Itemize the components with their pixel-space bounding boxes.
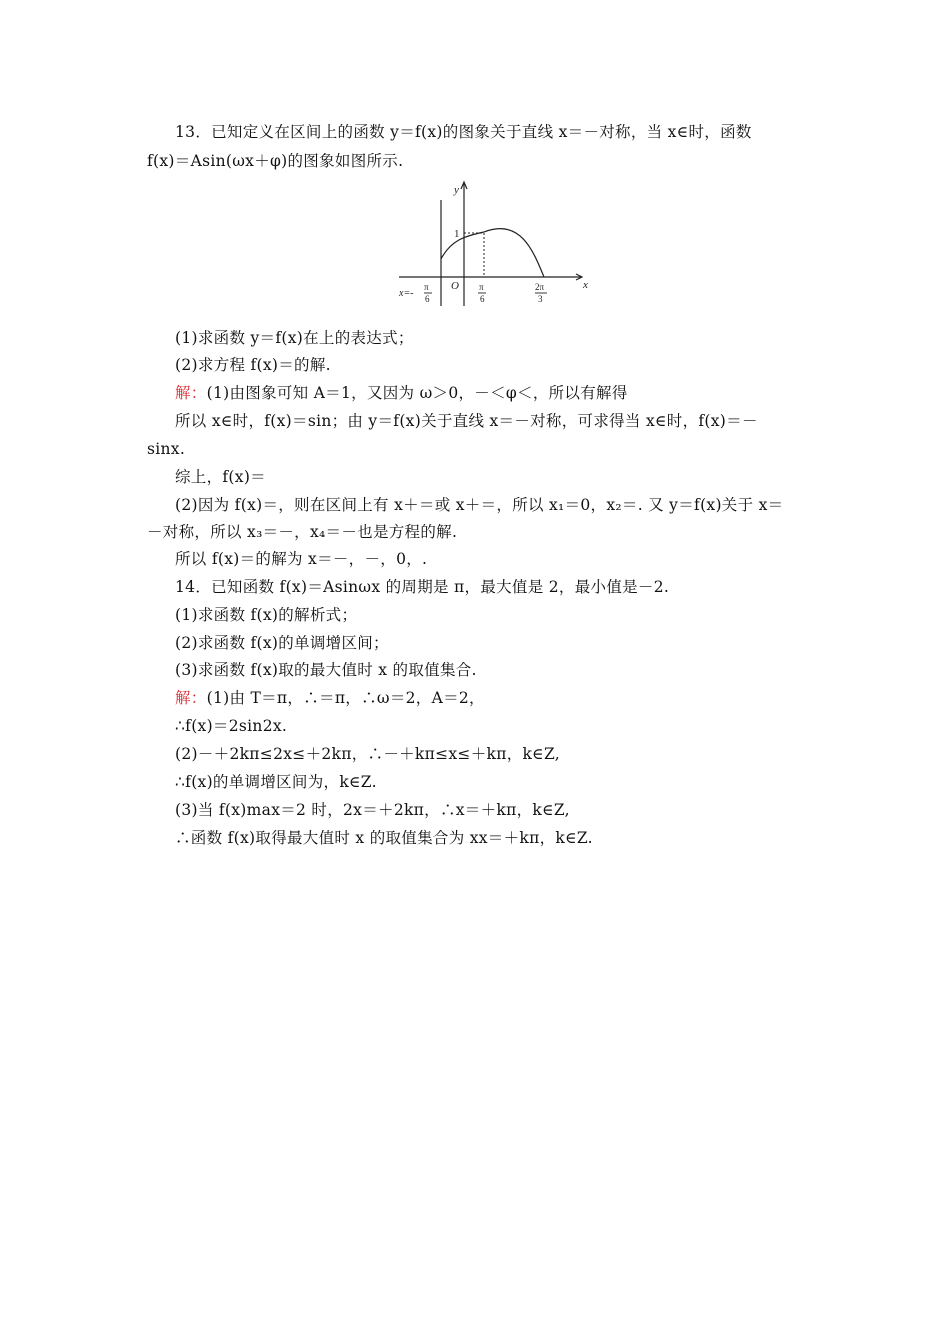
p13-solution-4: 综上，f(x)＝ xyxy=(175,468,266,486)
p13-solution-5: (2)因为 f(x)＝，则在区间上有 x＋＝或 x＋＝，所以 x₁＝0，x₂＝. 又 y＝f(x)关于 x＝ xyxy=(175,496,784,514)
three-label: 3 xyxy=(538,294,543,304)
left-pi-label: π xyxy=(424,282,429,292)
p14-solution-1: 解：(1)由 T＝π，∴＝π，∴ω＝2，A＝2， xyxy=(175,689,485,707)
p13-solution-label: 解： xyxy=(175,384,207,402)
p14-solution-2: ∴f(x)＝2sin2x. xyxy=(175,717,288,735)
p13-solution-6: －对称，所以 x₃＝－，x₄＝－也是方程的解. xyxy=(147,523,458,541)
p14-solution-5: (3)当 f(x)max＝2 时，2x＝＋2kπ，∴x＝＋kπ，k∈Z, xyxy=(175,801,570,819)
sine-graph-figure xyxy=(395,178,595,306)
p14-statement: 14．已知函数 f(x)＝Asinωx 的周期是 π，最大值是 2，最小值是－2. xyxy=(175,578,670,596)
p13-question-2: (2)求方程 f(x)＝的解. xyxy=(175,356,331,374)
p13-solution-1: 解：(1)由图象可知 A＝1，又因为 ω＞0，－＜φ＜，所以有解得 xyxy=(175,384,628,402)
p14-solution-3: (2)－＋2kπ≤2x≤＋2kπ，∴－＋kπ≤x≤＋kπ，k∈Z, xyxy=(175,745,560,763)
p14-question-1: (1)求函数 f(x)的解析式； xyxy=(175,606,358,624)
one-label: 1 xyxy=(454,228,460,240)
p14-question-3: (3)求函数 f(x)取的最大值时 x 的取值集合. xyxy=(175,661,477,679)
pi-six-den-label: 6 xyxy=(480,294,485,304)
p13-statement-1: 13．已知定义在区间上的函数 y＝f(x)的图象关于直线 x＝－对称，当 x∈时，函数 xyxy=(175,123,752,141)
p13-statement-2: f(x)＝Asin(ωx＋φ)的图象如图所示. xyxy=(147,152,404,170)
x-axis-label: x xyxy=(583,279,588,291)
p13-solution-3: sinx. xyxy=(147,440,186,458)
p14-question-2: (2)求函数 f(x)的单调增区间； xyxy=(175,634,389,652)
p13-solution-7: 所以 f(x)＝的解为 x＝－，－，0，. xyxy=(175,550,428,568)
two-pi-label: 2π xyxy=(535,282,545,292)
origin-label: O xyxy=(451,280,459,292)
left-x-label: x=- xyxy=(399,288,414,299)
p13-solution-2: 所以 x∈时，f(x)＝sin；由 y＝f(x)关于直线 x＝－对称，可求得当 x∈时，f(x)＝－ xyxy=(175,412,758,430)
pi-six-num-label: π xyxy=(479,282,484,292)
p14-solution-label: 解： xyxy=(175,689,207,707)
p14-solution-6: ∴函数 f(x)取得最大值时 x 的取值集合为 xx＝＋kπ，k∈Z. xyxy=(175,829,593,847)
p14-solution-4: ∴f(x)的单调增区间为，k∈Z. xyxy=(175,773,377,791)
left-six-label: 6 xyxy=(425,294,430,304)
p13-question-1: (1)求函数 y＝f(x)在上的表达式； xyxy=(175,329,414,347)
y-axis-label: y xyxy=(454,184,459,196)
